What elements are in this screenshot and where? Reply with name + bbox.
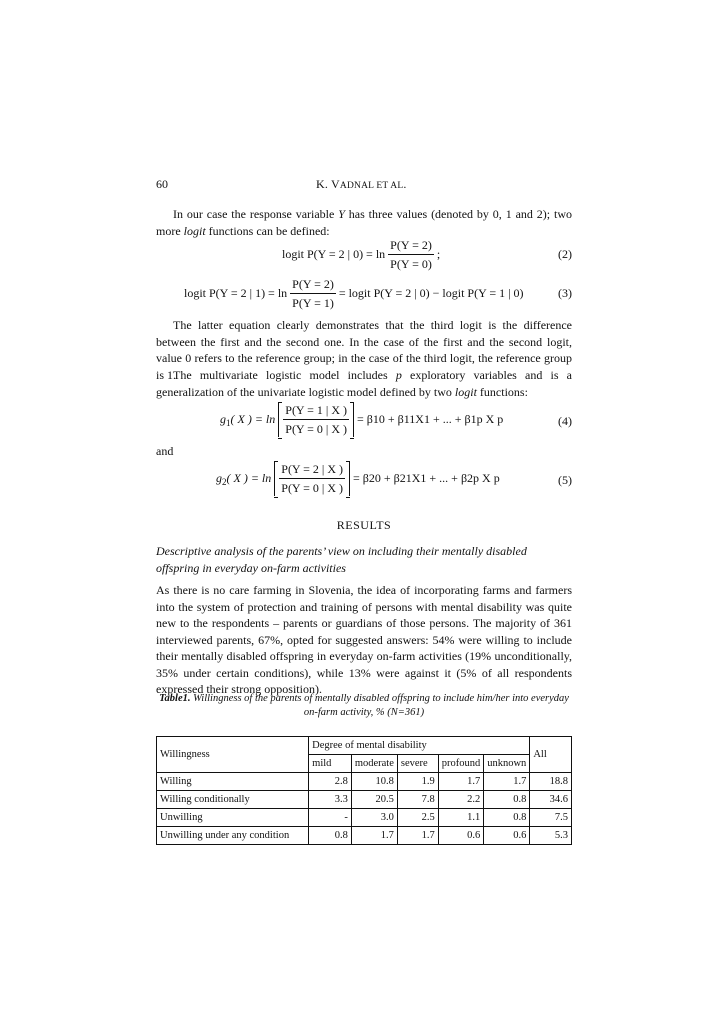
table-cell: 1.7 xyxy=(351,827,397,845)
subheader-severe: severe xyxy=(397,755,438,773)
page-number: 60 xyxy=(156,177,168,191)
table-header-row xyxy=(157,737,572,755)
table-row xyxy=(157,827,572,845)
equation-5: $g_2$( X ) = ln $\frac{P(Y = 2 | X )}{P(Y = 0 | X )}$ = β20 + β21X1 + ... + β2p X p (5) xyxy=(216,462,572,495)
equation-number: (3) xyxy=(558,286,572,300)
table-cell: 5.3 xyxy=(530,827,572,845)
subsection-heading: Descriptive analysis of the parents’ view on including their mentally disabled offspring in everyday on-farm activities xyxy=(156,544,527,575)
subheader-profound: profound xyxy=(438,755,484,773)
paragraph-multivariate: The multivariate logistic model includes p exploratory variables and is a generalization of the univariate logistic model defined by two logit functions: xyxy=(156,368,573,399)
header-all: All xyxy=(530,737,572,773)
table-cell: 1.7 xyxy=(438,773,484,791)
table-cell: 3.3 xyxy=(309,791,352,809)
equation-number: (5) xyxy=(558,473,572,487)
equation-4: $g_1$( X ) = ln $\frac{P(Y = 1 | X )}{P(Y = 0 | X )}$ = β10 + β11X1 + ... + β1p X p (4) xyxy=(220,403,572,436)
table-cell: 1.1 xyxy=(438,809,484,827)
table-cell: 0.6 xyxy=(438,827,484,845)
table-cell: - xyxy=(309,809,352,827)
table-cell: 10.8 xyxy=(351,773,397,791)
table-cell: 0.8 xyxy=(484,791,530,809)
row-label: Willing conditionally xyxy=(157,791,309,809)
table-cell: 2.5 xyxy=(397,809,438,827)
willingness-table xyxy=(156,736,572,845)
equation-number: (4) xyxy=(558,414,572,428)
subheader-unknown: unknown xyxy=(484,755,530,773)
table-cell: 2.2 xyxy=(438,791,484,809)
table-cell: 1.9 xyxy=(397,773,438,791)
row-label: Unwilling xyxy=(157,809,309,827)
subheader-moderate: moderate xyxy=(351,755,397,773)
equation-3: logit P(Y = 2 | 1) = ln $\frac{P(Y = 2)}{P(Y = 1)}$ = logit P(Y = 2 | 0) − logit P(Y = 1 | 0) (3) xyxy=(184,277,572,310)
running-author: K. VADNAL ET AL. xyxy=(316,177,407,191)
table-cell: 3.0 xyxy=(351,809,397,827)
header-degree: Degree of mental disability xyxy=(309,737,530,755)
equation-2: logit P(Y = 2 | 0) = ln $\frac{P(Y = 2)}{P(Y = 0)}$ ; (2) xyxy=(282,238,572,271)
table-cell: 34.6 xyxy=(530,791,572,809)
table-caption: Table1. Willingness of the parents of mentally disabled offspring to include him/her into everyday on-farm activity, % (N=361) xyxy=(159,693,569,718)
section-heading-results: RESULTS xyxy=(336,518,392,532)
subheader-mild: mild xyxy=(309,755,352,773)
table-cell: 0.8 xyxy=(484,809,530,827)
paragraph-intro: In our case the response variable Y has three values (denoted by 0, 1 and 2); two more logit functions can be defined: xyxy=(156,207,572,238)
table-row xyxy=(157,791,572,809)
table-cell: 18.8 xyxy=(530,773,572,791)
row-label: Willing xyxy=(157,773,309,791)
paragraph-results: As there is no care farming in Slovenia, the idea of incorporating farms and farmers into the system of protection and training of persons with mental disability was quite new to the respondents – parents or guardians of those persons. The majority of 361 interviewed parents, 67%, opted for suggested answers: 54% were willing to include their mentally disabled offspring in everyday on-farm activities (19% unconditionally, 35% under certain conditions), while 13% were against it (5% of all respondents expressed their strong opposition). xyxy=(156,583,572,696)
table-cell: 0.6 xyxy=(484,827,530,845)
equation-number: (2) xyxy=(558,247,572,261)
table-cell: 1.7 xyxy=(484,773,530,791)
table-cell: 1.7 xyxy=(397,827,438,845)
table-row xyxy=(157,773,572,791)
table-cell: 7.8 xyxy=(397,791,438,809)
paragraph-logit-difference: The latter equation clearly demonstrates that the third logit is the difference between the first and the second one. In the case of the first and the second logit, value 0 refers to the reference group; in the case of the third logit, the reference group is 1. xyxy=(156,318,572,382)
table-cell: 20.5 xyxy=(351,791,397,809)
running-header xyxy=(156,177,572,193)
row-label: Unwilling under any condition xyxy=(157,827,309,845)
word-and: and xyxy=(156,444,174,458)
table-cell: 2.8 xyxy=(309,773,352,791)
header-willingness: Willingness xyxy=(157,737,309,773)
table-row xyxy=(157,809,572,827)
table-cell: 0.8 xyxy=(309,827,352,845)
table-cell: 7.5 xyxy=(530,809,572,827)
